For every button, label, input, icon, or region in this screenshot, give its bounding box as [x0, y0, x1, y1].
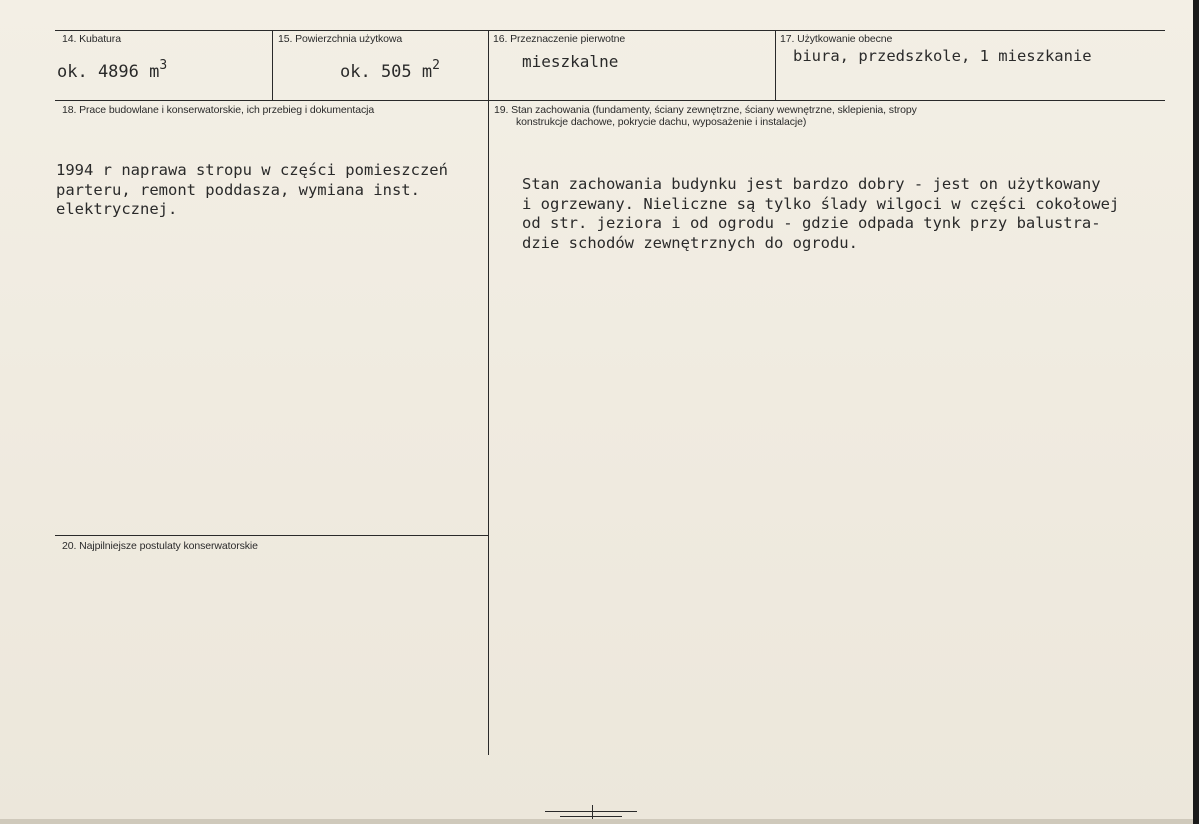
scan-bottom-edge	[0, 819, 1199, 824]
fold-mark-vertical	[592, 805, 593, 819]
field-19-line: i ogrzewany. Nieliczne są tylko ślady wilgoci w części cokołowej	[522, 194, 1120, 213]
field-19-label: 19. Stan zachowania (fundamenty, ściany zewnętrzne, ściany wewnętrzne, sklepienia, stropy	[494, 104, 917, 116]
divider-16-17	[775, 30, 776, 100]
field-14-value-text: ok. 4896 m	[57, 62, 160, 82]
field-16-label: 16. Przeznaczenie pierwotne	[493, 33, 626, 45]
field-19-label-cont: konstrukcje dachowe, pokrycie dachu, wyposażenie i instalacje)	[516, 116, 807, 128]
field-20-label: 20. Najpilniejsze postulaty konserwatorskie	[62, 540, 258, 552]
field-18-label: 18. Prace budowlane i konserwatorskie, ich przebieg i dokumentacja	[62, 104, 375, 116]
top-border	[55, 30, 1165, 31]
field-17-value: biura, przedszkole, 1 mieszkanie	[793, 47, 1092, 65]
divider-15-16	[488, 30, 489, 755]
field-15-value	[340, 58, 440, 84]
field-19-line: Stan zachowania budynku jest bardzo dobry - jest on użytkowany	[522, 175, 1101, 193]
field-18-line: 1994 r naprawa stropu w części pomieszczeń	[56, 161, 448, 179]
field-19-text	[522, 136, 1119, 273]
divider-14-15	[272, 30, 273, 100]
row1-bottom-border	[55, 100, 1165, 101]
field-17-label: 17. Użytkowanie obecne	[780, 33, 893, 45]
field-15-exponent: 2	[432, 58, 440, 73]
field-14-exponent: 3	[159, 58, 168, 73]
field-15-value-text: ok. 505 m	[340, 62, 433, 82]
field-14-value	[57, 58, 168, 84]
field-18-line: elektrycznej.	[56, 200, 178, 218]
field-18-text	[56, 122, 448, 239]
field-19-line: od str. jeziora i od ogrodu - gdzie odpada tynk przy balustra-	[522, 214, 1101, 232]
field-15-label: 15. Powierzchnia użytkowa	[278, 33, 403, 45]
scan-right-edge	[1193, 0, 1199, 824]
field-19-line: dzie schodów zewnętrznych do ogrodu.	[522, 233, 858, 252]
fold-mark-horizontal-lower	[560, 816, 622, 817]
field-18-line: parteru, remont poddasza, wymiana inst.	[56, 180, 420, 199]
field18-bottom-border	[55, 535, 488, 536]
field-14-label: 14. Kubatura	[62, 33, 121, 45]
field-16-value: mieszkalne	[522, 52, 619, 71]
fold-mark-horizontal	[545, 811, 637, 812]
